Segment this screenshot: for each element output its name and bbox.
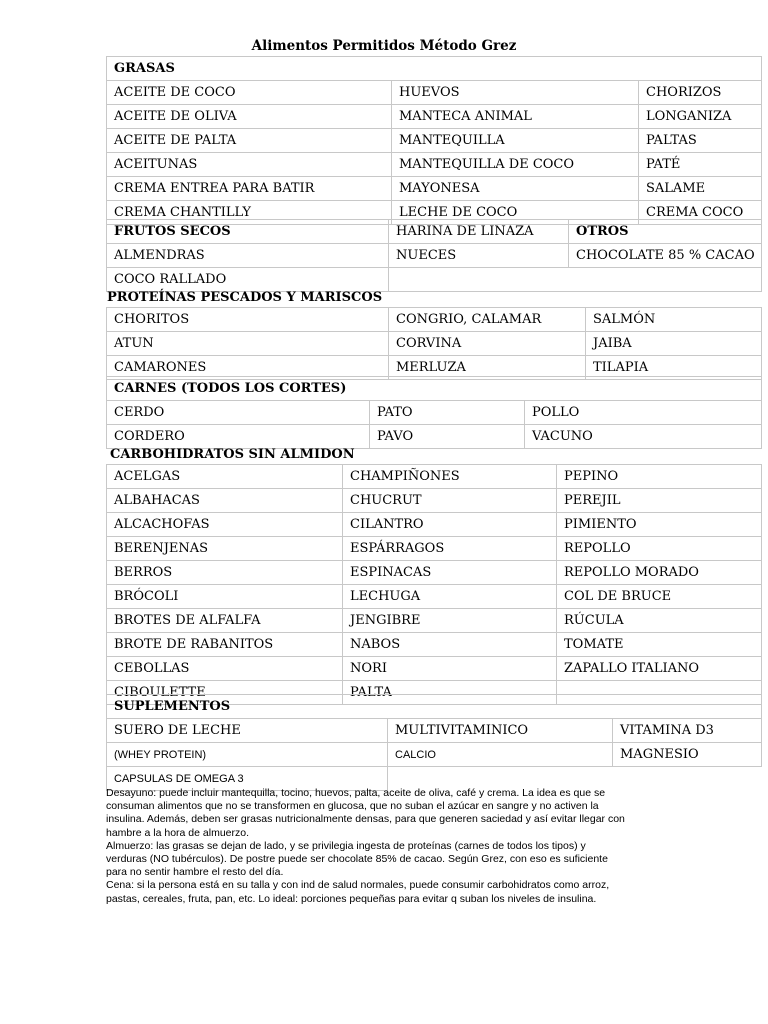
table-cell: CERDO [107,401,370,425]
frutos-secos-table [106,219,762,292]
table-cell: SALAME [639,177,762,201]
table-row [107,489,762,513]
table-cell: PIMIENTO [557,513,762,537]
section-heading-carnes: CARNES (TODOS LOS CORTES) [107,377,762,401]
note-line: consuman alimentos que no se transformen en glucosa, que no suban el azúcar en sangre y no activen la [106,800,599,813]
table-cell: MAYONESA [392,177,639,201]
table-cell: ESPÁRRAGOS [343,537,557,561]
table-cell: CHAMPIÑONES [343,465,557,489]
table-cell: MULTIVITAMINICO [388,719,613,743]
table-cell: BROTE DE RABANITOS [107,633,343,657]
table-row [107,695,762,719]
table-cell: BERENJENAS [107,537,343,561]
table-cell: JENGIBRE [343,609,557,633]
table-cell: NORI [343,657,557,681]
table-cell: ACEITE DE PALTA [107,129,392,153]
table-cell: CILANTRO [343,513,557,537]
note-line: para no sentir hambre el resto del día. [106,866,284,879]
table-cell: MAGNESIO [613,743,762,767]
table-row [107,220,762,244]
table-cell: PALTAS [639,129,762,153]
table-row [107,308,762,332]
table-row [107,585,762,609]
table-cell: PEPINO [557,465,762,489]
proteinas-table [106,307,762,380]
section-heading-grasas: GRASAS [107,57,762,81]
table-cell: HUEVOS [392,81,639,105]
table-cell: ACEITE DE OLIVA [107,105,392,129]
table-cell: PATÉ [639,153,762,177]
section-heading-frutos-secos: FRUTOS SECOS [107,220,389,244]
note-line: Almuerzo: las grasas se dejan de lado, y se privilegia ingesta de proteínas (carnes de todos los tipos) y [106,839,586,852]
table-cell: CALCIO [388,743,613,767]
table-cell: TOMATE [557,633,762,657]
table-row [107,177,762,201]
table-cell: LECHUGA [343,585,557,609]
carnes-table [106,376,762,449]
table-cell: NABOS [343,633,557,657]
table-cell: COL DE BRUCE [557,585,762,609]
table-cell: CHUCRUT [343,489,557,513]
table-row [107,609,762,633]
table-cell: RÚCULA [557,609,762,633]
table-cell: REPOLLO MORADO [557,561,762,585]
table-cell: ACEITUNAS [107,153,392,177]
table-cell: CIBOULETTE [107,681,343,705]
table-row [107,465,762,489]
table-cell: CHOCOLATE 85 % CACAO [569,244,762,268]
section-heading-proteinas: PROTEÍNAS PESCADOS Y MARISCOS [107,290,383,305]
carbohidratos-table [106,464,762,705]
table-cell: NUECES [389,244,569,268]
table-cell: ALBAHACAS [107,489,343,513]
section-heading-carbohidratos: CARBOHIDRATOS SIN ALMIDON [110,447,355,462]
table-cell: CEBOLLAS [107,657,343,681]
table-cell: SUERO DE LECHE [107,719,388,743]
table-row [107,657,762,681]
note-line: verduras (NO tubérculos). De postre puede ser chocolate 85% de cacao. Según Grez, con eso es suficiente [106,853,608,866]
table-cell: ESPINACAS [343,561,557,585]
note-line: Cena: si la persona está en su talla y con ind de salud normales, puede consumir carbohidratos como arroz, [106,879,610,892]
table-cell: BERROS [107,561,343,585]
table-cell: CREMA COCO [639,201,762,225]
table-cell: MANTECA ANIMAL [392,105,639,129]
table-cell: VACUNO [525,425,762,449]
table-cell: TILAPIA [586,356,762,380]
table-cell: ACEITE DE COCO [107,81,392,105]
table-cell: ALMENDRAS [107,244,389,268]
table-row [107,377,762,401]
table-cell: CHORIZOS [639,81,762,105]
table-row [107,105,762,129]
note-line: pastas, cereales, fruta, pan, etc. Lo ideal: porciones pequeñas para evitar q suban los niveles de insulina. [106,892,597,905]
meal-notes [106,787,666,906]
table-row [107,57,762,81]
table-row [107,81,762,105]
table-cell: BROTES DE ALFALFA [107,609,343,633]
note-line: Desayuno: puede incluir mantequilla, tocino, huevos, palta, aceite de oliva, café y crema. La idea es que se [106,787,606,799]
grasas-table [106,56,762,225]
table-cell: LONGANIZA [639,105,762,129]
table-row [107,332,762,356]
table-cell: JAIBA [586,332,762,356]
page-title: Alimentos Permitidos Método Grez [251,38,517,54]
table-row [107,401,762,425]
table-row [107,537,762,561]
table-cell: HARINA DE LINAZA [389,220,569,244]
table-cell: CORVINA [389,332,586,356]
table-cell: (WHEY PROTEIN) [107,743,388,767]
table-cell [389,268,762,292]
table-cell: COCO RALLADO [107,268,389,292]
table-cell: CREMA CHANTILLY [107,201,392,225]
table-row [107,743,762,767]
table-cell: VITAMINA D3 [613,719,762,743]
table-cell: BRÓCOLI [107,585,343,609]
table-cell: CONGRIO, CALAMAR [389,308,586,332]
table-cell: ALCACHOFAS [107,513,343,537]
table-cell: PAVO [370,425,525,449]
otros-heading: OTROS [569,220,762,244]
table-cell: REPOLLO [557,537,762,561]
table-row [107,153,762,177]
table-cell: LECHE DE COCO [392,201,639,225]
section-heading-suplementos: SUPLEMENTOS [107,695,762,719]
table-cell: MANTEQUILLA [392,129,639,153]
table-cell: PALTA [343,681,557,705]
table-row [107,129,762,153]
table-cell: ATUN [107,332,389,356]
table-cell: MERLUZA [389,356,586,380]
table-row [107,633,762,657]
table-cell: ACELGAS [107,465,343,489]
table-cell: MANTEQUILLA DE COCO [392,153,639,177]
note-line: insulina. Además, deben ser grasas nutricionalmente densas, para que generen saciedad y así evitar llegar con [106,813,625,826]
table-cell: ZAPALLO ITALIANO [557,657,762,681]
table-cell: CREMA ENTREA PARA BATIR [107,177,392,201]
table-cell: CAPSULAS DE OMEGA 3 [107,767,388,791]
note-line: hambre a la hora de almuerzo. [106,826,249,839]
table-row [107,268,762,292]
table-row [107,561,762,585]
table-cell: CAMARONES [107,356,389,380]
table-row [107,513,762,537]
table-cell: CORDERO [107,425,370,449]
table-row [107,425,762,449]
table-cell: POLLO [525,401,762,425]
table-row [107,244,762,268]
table-cell: CHORITOS [107,308,389,332]
table-cell: PEREJIL [557,489,762,513]
suplementos-table [106,694,762,791]
table-cell: PATO [370,401,525,425]
table-row [107,719,762,743]
table-cell: SALMÓN [586,308,762,332]
